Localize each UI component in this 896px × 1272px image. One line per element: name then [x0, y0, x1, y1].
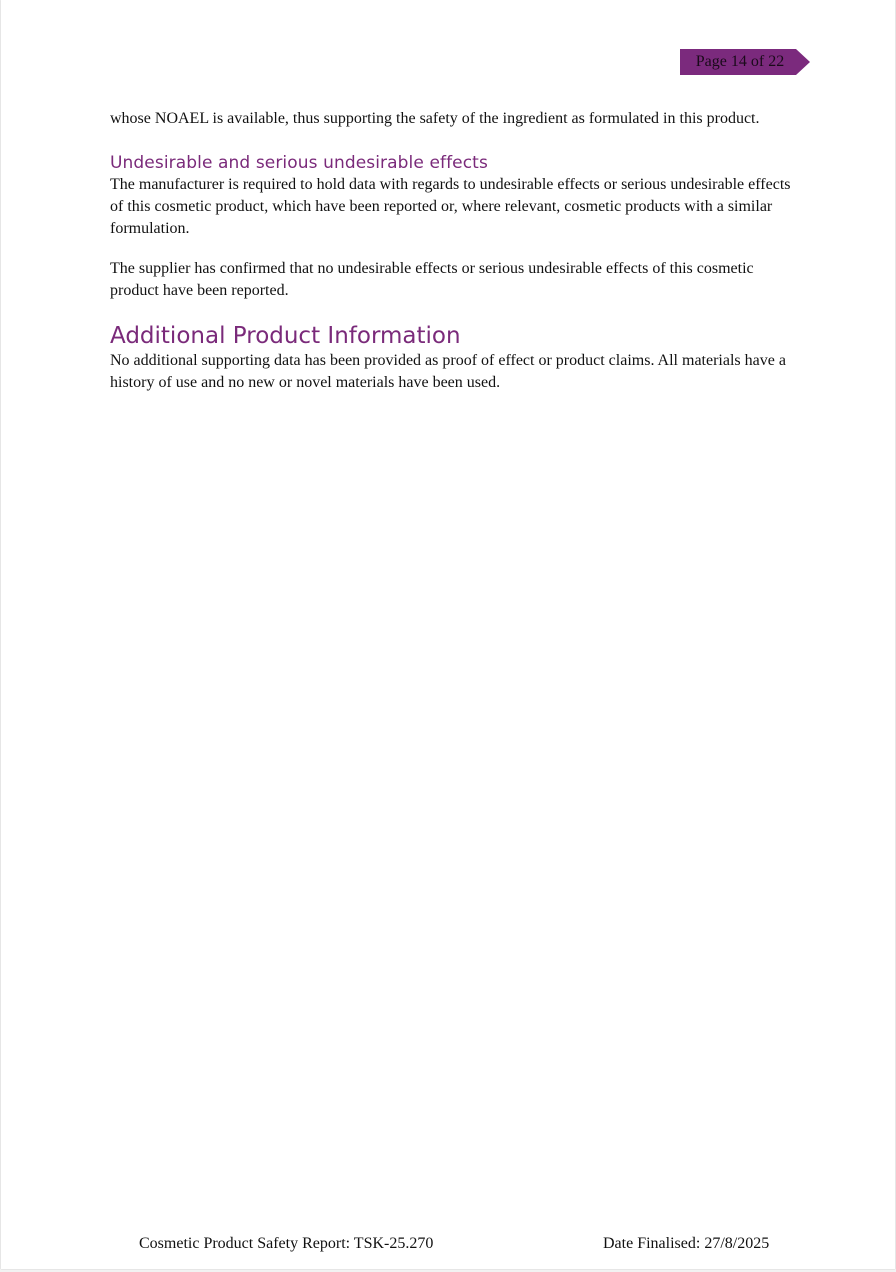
document-page — [1, 0, 895, 1269]
heading-additional-product-information: Additional Product Information — [110, 323, 461, 349]
footer-report-label: Cosmetic Product Safety Report: TSK-25.270 — [139, 1235, 434, 1252]
page-content — [110, 108, 800, 394]
page-number-tab — [680, 49, 810, 75]
footer-date-label: Date Finalised: 27/8/2025 — [603, 1235, 770, 1252]
page-number-label: Page 14 of 22 — [695, 53, 785, 70]
heading-undesirable-effects: Undesirable and serious undesirable effects — [110, 153, 488, 173]
undesirable-effects-paragraph-2: The supplier has confirmed that no undesirable effects or serious undesirable effects of this cosmetic product have been reported. — [110, 260, 754, 299]
undesirable-effects-paragraph-1: The manufacturer is required to hold data with regards to undesirable effects or serious undesirable effects of this cosmetic product, which have been reported or, where relevant, cosmetic products with a similar formulation. — [110, 176, 791, 237]
intro-paragraph: whose NOAEL is available, thus supporting the safety of the ingredient as formulated in this product. — [110, 110, 760, 127]
additional-product-information-paragraph: No additional supporting data has been provided as proof of effect or product claims. All materials have a history of use and no new or novel materials have been used. — [110, 352, 786, 391]
